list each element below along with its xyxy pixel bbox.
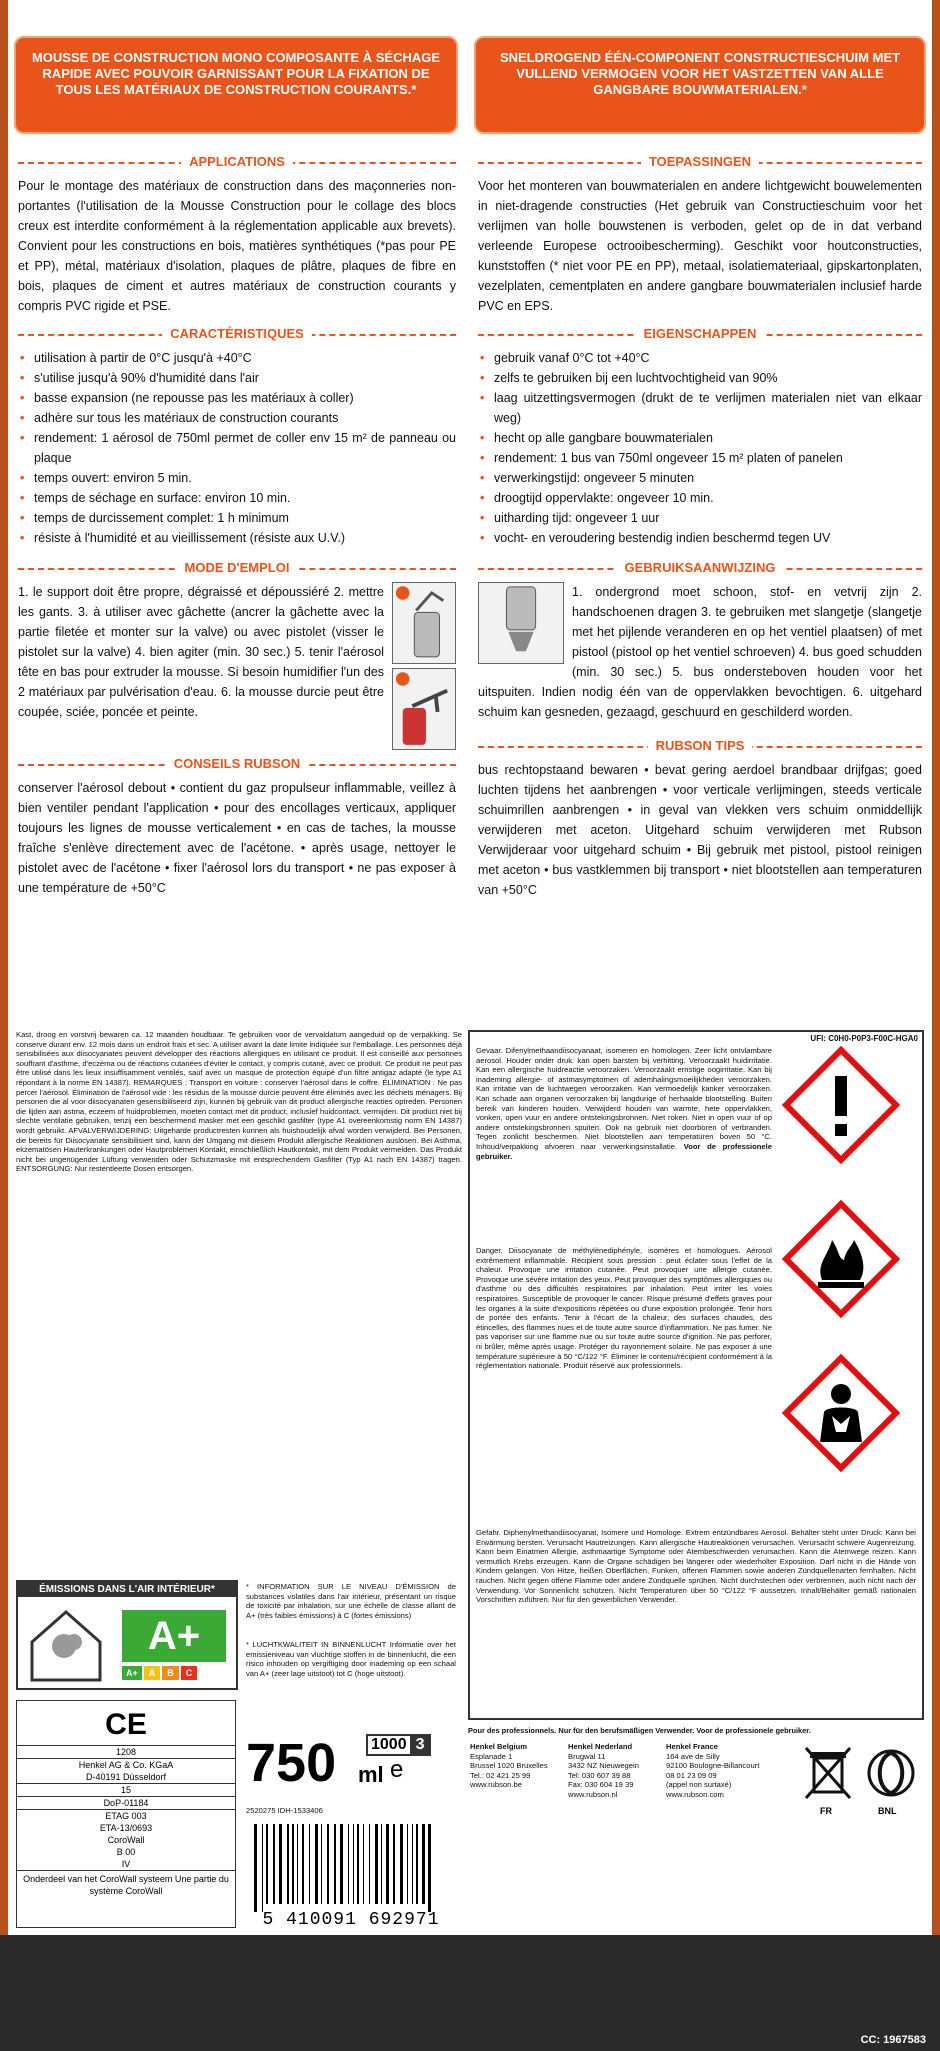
list-item: • droogtijd oppervlakte: ongeveer 10 min.: [478, 488, 922, 508]
ce-system: CoroWall: [107, 1835, 145, 1845]
volume-box-1: 1000: [366, 1734, 412, 1756]
usage-block-nl: [478, 582, 922, 722]
list-item: • uitharding tijd: ongeveer 1 uur: [478, 508, 922, 528]
hazard-de: Gefahr. Diphenylmethandiisocyanat, Isomere und Homologe. Extrem entzündbares Aerosol. Behälter steht unter Druck: Kann bei Erwärmung bersten. Verursacht Hautreizungen. Kann allergische Hautreaktionen verursachen. Verursacht schwere Augenreizung. Kann beim Einatmen Allergie, asthmaartige Symptome oder Atembeschwerden verursachen. Kann die Atemwege reizen. Kann vermutlich Krebs erzeugen. Kann die Organe schädigen bei längerer oder wiederholter Exposition. Darf nicht in die Hände von Kindern gelangen. Von Hitze, heißen Oberflächen, Funken, offenen Flammen sowie anderen Zündquellenarten fernhalten. Nicht rauchen. Nicht gegen offene Flamme oder andere Zündquelle sprühen. Nicht durchstechen oder verbrennen, auch nicht nach der Verwendung. Vor Sonnenlicht schützen. Nicht Temperaturen über 50 °C/122 °F aussetzen. Inhalt/Behälter gemäß nationalen Vorschriften zuführen. Nur für den gewerblichen Verwender.: [476, 1528, 916, 1605]
flame-pictogram-icon: [782, 1200, 900, 1318]
barcode-bar: [266, 1824, 268, 1904]
barcode: [252, 1824, 452, 1912]
ce-mark: CE: [105, 1708, 147, 1741]
list-item: • temps ouvert: environ 5 min.: [18, 468, 456, 488]
list-item: • verwerkingstijd: ongeveer 5 minuten: [478, 468, 922, 488]
characteristics-title-nl: EIGENSCHAPPEN: [478, 324, 922, 344]
ce-eta: ETA-13/0693: [99, 1823, 153, 1833]
recycling-bin-crossed-icon: [800, 1744, 856, 1806]
column-nl: [478, 146, 922, 900]
cc-code: CC: 1967583: [860, 2034, 926, 2046]
green-dot-icon: [866, 1748, 916, 1798]
barcode-bar: [302, 1824, 304, 1904]
barcode-bar: [381, 1824, 382, 1904]
barcode-bar: [254, 1824, 257, 1912]
barcode-bar: [340, 1824, 343, 1904]
barcode-bar: [334, 1824, 336, 1904]
scale-c: C: [181, 1666, 198, 1680]
list-item: • hecht op alle gangbare bouwmaterialen: [478, 428, 922, 448]
volume-value: 750: [246, 1733, 337, 1793]
tips-title-nl: RUBSON TIPS: [478, 736, 922, 756]
tips-title-fr: CONSEILS RUBSON: [18, 754, 456, 774]
barcode-bar: [262, 1824, 263, 1912]
emissions-note-nl: * LUCHTKWALITEIT IN BINNENLUCHT Informatie over het emissieniveau van vluchtige stoffen in de binnenlucht, die een risico inhouden op vergiftiging door inademing op een schaal van A+ (zeer lage uitstoot) tot C (hoge uitstoot).: [246, 1640, 456, 1678]
address-nl: Henkel Nederland Brugwal 11 3432 NZ Nieuwegein Tel: 030 607 39 88 Fax: 030 604 19 39 www.rubson.nl: [568, 1742, 639, 1799]
estimated-sign: e: [390, 1756, 404, 1783]
spray-illustration: [478, 582, 564, 664]
barcode-bar: [407, 1824, 408, 1904]
list-item: • s'utilise jusqu'à 90% d'humidité dans l'air: [18, 368, 456, 388]
emissions-note: * INFORMATION SUR LE NIVEAU D'ÉMISSION de substances volatiles dans l'air intérieur, présentant un risque de toxicité par inhalation, sur une échelle de classe allant de A+ (très faibles émissions) à C (fortes émissions): [246, 1582, 456, 1620]
recycling-bnl: BNL: [878, 1806, 897, 1816]
barcode-bar: [297, 1824, 298, 1904]
barcode-bar: [279, 1824, 282, 1904]
ce-code: 15: [17, 1783, 235, 1796]
barcode-bar: [428, 1824, 431, 1912]
usage-text-fr: 1. le support doit être propre, dégraissé et dépoussiéré 2. mettre les gants. 3. à utiliser avec gâchette (ancrer la gâchette avec la partie filetée et monter sur la valve) ou avec pistolet (visser le pistolet sur la valve) 4. bien agiter (min. 30 sec.) 5. tenir l'aérosol tête en bas pour extruder la mousse. Si besoin humidifier l'un des 2 matériaux par pulvérisation d'eau. 6. la mousse durcie peut être coupée, sciée, poncée et peinte.: [18, 585, 384, 719]
scale-a-plus: A+: [122, 1666, 142, 1680]
ce-note: Onderdeel van het CoroWall systeem Une partie du système CoroWall: [17, 1870, 235, 1899]
ce-class: IV: [121, 1859, 131, 1869]
list-item: • temps de durcissement complet: 1 h minimum: [18, 508, 456, 528]
barcode-bar: [412, 1824, 413, 1904]
barcode-bar: [400, 1824, 403, 1904]
ce-address: D-40191 Düsseldorf: [85, 1772, 167, 1782]
characteristics-list-nl: [478, 348, 922, 548]
barcode-bar: [393, 1824, 395, 1904]
ce-b: B 00: [116, 1847, 136, 1857]
list-item: • basse expansion (ne repousse pas les matériaux à coller): [18, 388, 456, 408]
scale-a: A: [144, 1666, 161, 1680]
barcode-bar: [348, 1824, 349, 1904]
barcode-bar: [287, 1824, 289, 1904]
list-item: • vocht- en veroudering bestendig indien beschermd tegen UV: [478, 528, 922, 548]
list-item: • rendement: 1 aérosol de 750ml permet de coller env 15 m² de panneau ou plaque: [18, 428, 456, 468]
list-item: • rendement: 1 bus van 750ml ongeveer 15 m² platen of panelen: [478, 448, 922, 468]
barcode-bar: [327, 1824, 329, 1904]
hazard-box: [468, 1030, 924, 1720]
barcode-bar: [353, 1824, 354, 1904]
column-fr: [18, 146, 456, 898]
tips-text-fr: conserver l'aérosol debout • contient du gaz propulseur inflammable, veillez à bien ventiler pendant l'application • pour des encollages verticaux, appliquer toujours les lignes de mousse verticalement • en cas de taches, la mousse fraîche s'enlève directement avec de l'acétone. • après usage, nettoyer le pistolet avec de l'acétone • fixer l'aérosol lors du transport • ne pas exposer à une température de +50°C: [18, 781, 456, 895]
legal-text: Kast, droog en vorstvrij bewaren ca. 12 maanden houdbaar. Te gebruiken voor de vervaldatum aangeduid op de verpakking. Se conserve durant env. 12 mois dans un endroit frais et sec. A utiliser avant la date limite indiquée sur l'emballage. Les personnes déjà sensibilisées aux diisocyanates peuvent développer des réactions allergiques en utilisant ce produit. Il est conseillé aux personnes souffrant d'asthme, d'eczéma ou de réactions cutanées d'éviter le contact, y compris cutané, avec ce produit. Ce produit ne peut pas être utilisé dans les lieux insuffisamment ventilés, sauf avec un masque de protection équipé d'un filtre antigaz adapté (le type A1 répondant à la norme EN 14387). REMARQUES : Transport en voiture : conserver l'aérosol dans le coffre. ÉLIMINATION : Ne pas percer l'aérosol. Élimination de l'aérosol vide : les résidus de la mousse durcie peuvent être éliminés avec les déchets ménagers. Bij personen die al voor diisocyanaten gesensibiliseerd zijn, kunnen bij gebruik van dit product allergische reacties optreden. Personen die lijden aan astma, eczeem of huidproblemen, moeten contact met dit product, inclusief huidcontact, vermijden. Dit product niet bij slechte ventilatie gebruiken, tenzij een beschermend masker met een geschikt gasfilter (type A1 overeenkomstig norm EN 14387) wordt gebruikt. AFVALVERWIJDERING: Uitgeharde productresten kunnen als huishoudelijk afval worden verwijderd. Bei Personen, die bereits für Diisocyanate sensibilisiert sind, kann der Umgang mit diesem Produkt allergische Reaktionen auslösen. Bei Asthma, ekzematösen Hauterkrankungen oder Hautproblemen Kontakt, einschließlich Hautkontakt, mit dem Produkt vermeiden. Das Produkt nicht bei ungenügender Lüftung verwenden oder Schutzmaske mit entsprechendem Gasfilter (Typ A1 nach EN 14387) tragen. ENTSORGUNG: Nur restentleerte Dosen entsorgen.: [16, 1030, 462, 1174]
barcode-bar: [375, 1824, 378, 1904]
barcode-bar: [416, 1824, 418, 1904]
volume-box: [366, 1734, 431, 1756]
emissions-box: [16, 1580, 238, 1690]
barcode-bar: [357, 1824, 359, 1904]
usage-title-fr: MODE D'EMPLOI: [18, 558, 456, 578]
ufi: UFI: C0H0-P0P3-F00C-HGA0: [810, 1034, 918, 1043]
trigger-illustration: [392, 582, 456, 664]
emissions-grade: A+: [122, 1610, 226, 1662]
scale-b: B: [162, 1666, 179, 1680]
house-icon: [26, 1606, 106, 1684]
dark-footer: [0, 1935, 940, 2051]
volume-box-2: 3: [412, 1734, 431, 1756]
volume-unit: ml: [358, 1762, 384, 1787]
barcode-bar: [363, 1824, 364, 1904]
list-item: • zelfs te gebruiken bij een luchtvochtigheid van 90%: [478, 368, 922, 388]
barcode-bar: [309, 1824, 310, 1904]
barcode-bar: [292, 1824, 294, 1904]
barcode-bar: [315, 1824, 318, 1904]
header-fr: MOUSSE DE CONSTRUCTION MONO COMPOSANTE À SÉCHAGE RAPIDE AVEC POUVOIR GARNISSANT POUR LA FIXATION DE TOUS LES MATÉRIAUX DE CONSTRUCTION COURANTS.*: [14, 36, 458, 134]
ce-year: 1208: [17, 1745, 235, 1758]
list-item: • adhère sur tous les matériaux de construction courants: [18, 408, 456, 428]
list-item: • résiste à l'humidité et au vieillissement (résiste aux U.V.): [18, 528, 456, 548]
list-item: • utilisation à partir de 0°C jusqu'à +40°C: [18, 348, 456, 368]
gun-illustration: [392, 668, 456, 750]
applications-text-nl: Voor het monteren van bouwmaterialen en andere lichtgewicht bouwelementen in niet-dragende constructies (Het gebruik van Constructieschuim voor het verlijmen van holle bouwstenen is verboden, gelet op de in dat verband verleende Europese octrooibescherming). Geschikt voor houtconstructies, kunststoffen (* niet voor PE en PP), metaal, isolatiemateriaal, gipskartonplaten, vezelplaten, cementplaten en andere gangbare bouwmaterialen inclusief harde PVC en EPS.: [478, 179, 922, 313]
ce-block: [16, 1700, 236, 1928]
usage-block-fr: [18, 582, 456, 722]
ce-dop: DoP-01184: [17, 1796, 235, 1809]
applications-text-fr: Pour le montage des matériaux de construction dans des maçonneries non-portantes (l'utilisation de la Mousse Construction pour le collage des blocs creux est interdite conformément à la réglementation applicable aux brevets). Convient pour les constructions en bois, matières synthétiques (*pas pour PE et PP), métal, matériaux d'isolation, plaques de plâtre, plaques de fibre en bois, plaques de ciment et autres matériaux de construction courants y compris PVC rigide et PSE.: [18, 179, 456, 313]
usage-text-nl: 1. ondergrond moet schoon, stof- en vetvrij zijn 2. handschoenen dragen 3. te gebruiken met slangetje (slangetje met het pijlende veranderen en op het ventiel plaatsen) of met pistool (pistool op het ventiel schroeven) 4. bus goed schudden (min. 30 sec.) 5. bus ondersteboven houden voor het uitspuiten. Indien nodig één van de oppervlakken bevochtigen. 6. uitgehard schuim kan gesneden, gezaagd, geschuurd en geschilderd worden.: [478, 585, 922, 719]
hazard-nl: Gevaar. Difenylmethaandiisocyanaat, isomeren en homologen. Zeer licht ontvlambare aerosol. Houder onder druk: kan open barsten bij verhitting. Veroorzaakt huidirritatie. Kan een allergische huidreactie veroorzaken. Veroorzaakt ernstige oogirritatie. Kan bij inademing allergie- of astmasymptomen of ademhalingsmoeilijkheden veroorzaken. Kan irritatie van de luchtwegen veroorzaken. Kan vermoedelijk kanker veroorzaken. Kan schade aan organen veroorzaken bij langdurige of herhaalde blootstelling. Buiten bereik van kinderen houden. Verwijderd houden van warmte, hete oppervlakken, vonken, open vuur en andere ontstekingsbronnen. Niet roken. Niet in open vuur of op andere ontstekingsbronnen spuiten. Ook na gebruik niet doorboren of verbranden. Tegen zonlicht beschermen. Niet blootstellen aan temperaturen boven 50 °C. Inhoud/verpakking afvoeren naar verwerkingsinstallatie. Voor de professionele gebruiker.: [476, 1046, 772, 1161]
exclamation-pictogram-icon: [782, 1046, 900, 1164]
barcode-small: 2520275 IDH-1533406: [246, 1806, 323, 1815]
barcode-bar: [386, 1824, 389, 1904]
pro-line: Pour des professionnels. Nur für den berufsmäßigen Verwender. Voor de professionele gebruiker.: [468, 1726, 811, 1735]
list-item: • laag uitzettingsvermogen (drukt de te verlijmen materialen niet van elkaar weg): [478, 388, 922, 428]
emissions-title: ÉMISSIONS DANS L'AIR INTÉRIEUR*: [18, 1582, 236, 1597]
ce-etag: ETAG 003: [17, 1809, 235, 1822]
list-item: • temps de séchage en surface: environ 10 min.: [18, 488, 456, 508]
recycling-fr: FR: [820, 1806, 832, 1816]
address-fr: Henkel France 164 ave de Silly 92100 Boulogne-Billancourt 08 01 23 09 09 (appel non surtaxé) www.rubson.com: [666, 1742, 760, 1799]
usage-title-nl: GEBRUIKSAANWIJZING: [478, 558, 922, 578]
hazard-fr: Danger. Diisocyanate de méthylènediphényle, isomères et homologues. Aérosol extrêmement inflammable. Récipient sous pression : peut éclater sous l'effet de la chaleur. Provoque une irritation cutanée. Peut provoquer une allergie cutanée. Provoque une sévère irritation des yeux. Peut provoquer des symptômes allergiques ou d'asthme ou des difficultés respiratoires par inhalation. Peut irriter les voies respiratoires. Susceptible de provoquer le cancer. Risque présumé d'effets graves pour les organes à la suite d'expositions répétées ou d'une exposition prolongée. Tenir hors de portée des enfants. Tenir à l'écart de la chaleur, des surfaces chaudes, des étincelles, des flammes nues et de toute autre source d'inflammation. Ne pas fumer. Ne pas vaporiser sur une flamme nue ou sur toute autre source d'ignition. Ne pas perforer, ni brûler, même après usage. Protéger du rayonnement solaire. Ne pas exposer à une température supérieure à 50 °C/122 °F. Éliminer le contenu/récipient conformément à la réglementation nationale. Produit réservé aux professionnels.: [476, 1246, 772, 1371]
barcode-number: 5 410091 692971: [262, 1910, 440, 1930]
tips-text-nl: bus rechtopstaand bewaren • bevat gering aerdoel brandbaar drijfgas; goed luchten tijdens het aanbrengen • voor verticale verlijmingen, steeds verticale schuimrillen aanbrengen • in geval van vlekken vers schuim onmiddellijk verwijderen met aceton. Uitgehard schuim verwijderen met Rubson Verwijderaar voor uitgehard schuim • Bij gebruik met pistool, pistool reinigen met aceton • bus vastklemmen bij transport • niet blootstellen aan temperaturen van +50°C: [478, 763, 922, 897]
ce-company: Henkel AG & Co. KGaA: [17, 1758, 235, 1771]
list-item: • gebruik vanaf 0°C tot +40°C: [478, 348, 922, 368]
characteristics-title-fr: CARACTÉRISTIQUES: [18, 324, 456, 344]
barcode-bar: [369, 1824, 370, 1904]
barcode-bar: [321, 1824, 322, 1904]
characteristics-list-fr: [18, 348, 456, 548]
applications-title-nl: TOEPASSINGEN: [478, 152, 922, 172]
barcode-bar: [422, 1824, 425, 1904]
address-be: Henkel Belgium Esplanade 1 Brussel 1020 Bruxelles Tel.: 02 421 25 99 www.rubson.be: [470, 1742, 548, 1790]
emissions-scale: [122, 1666, 197, 1680]
applications-title-fr: APPLICATIONS: [18, 152, 456, 172]
health-hazard-pictogram-icon: [782, 1354, 900, 1472]
header-nl: SNELDROGEND ÉÉN-COMPONENT CONSTRUCTIESCHUIM MET VULLEND VERMOGEN VOOR HET VASTZETTEN VAN ALLE GANGBARE BOUWMATERIALEN.*: [474, 36, 926, 134]
barcode-bar: [273, 1824, 275, 1904]
